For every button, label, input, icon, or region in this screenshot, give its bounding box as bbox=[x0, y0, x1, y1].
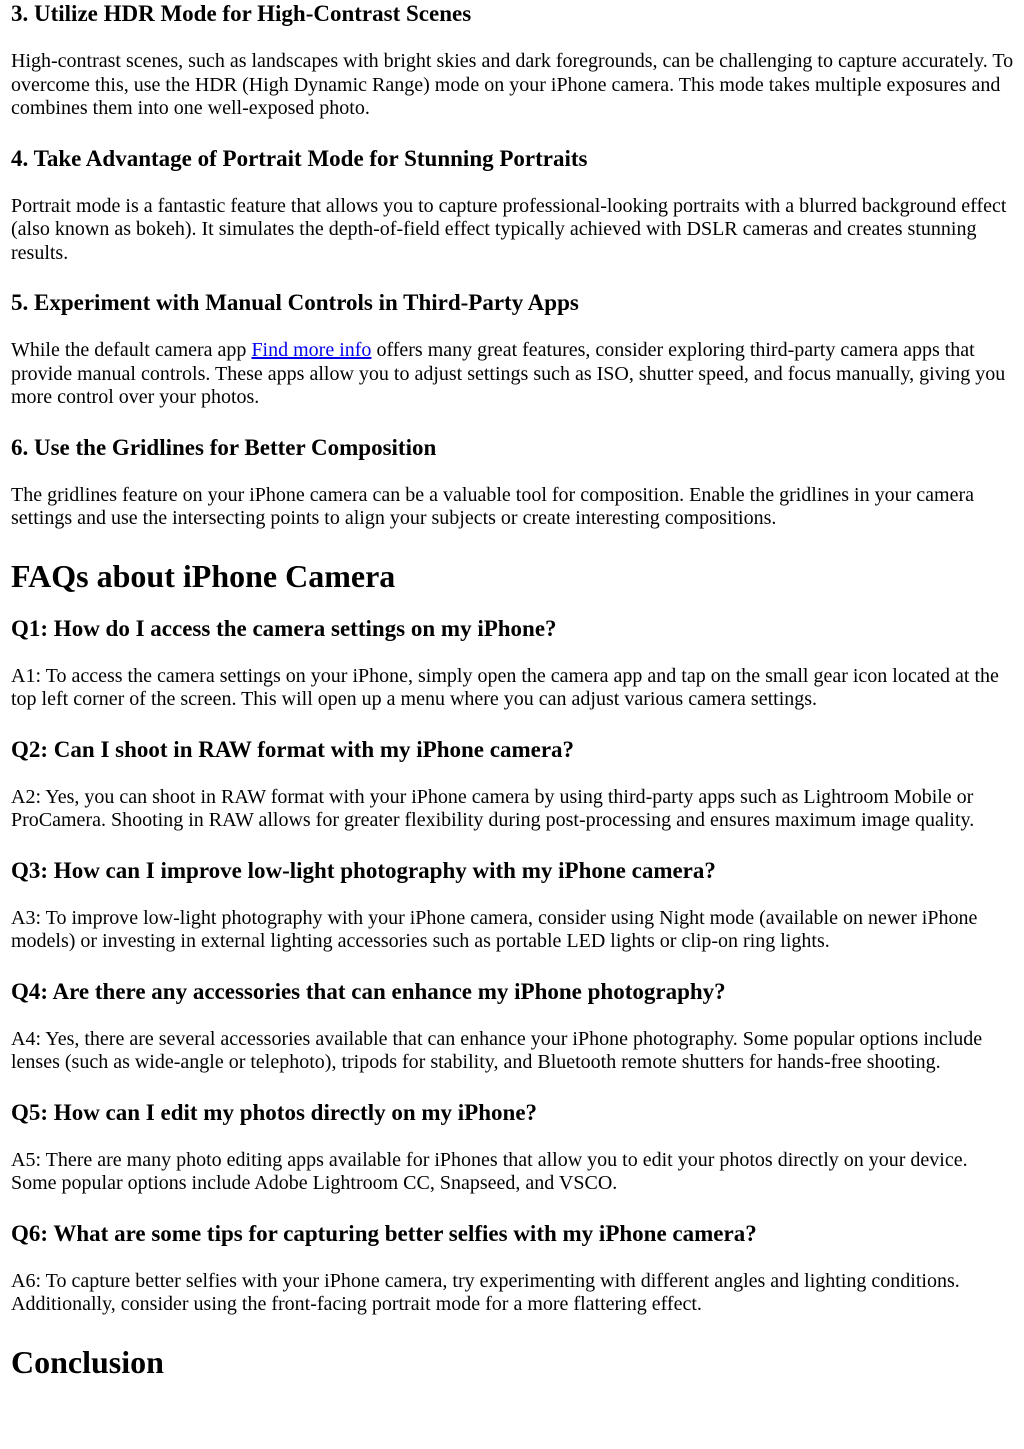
section-heading-manual-controls: 5. Experiment with Manual Controls in Third-Party Apps bbox=[11, 290, 579, 315]
faq-question-1: Q1: How do I access the camera settings on my iPhone? bbox=[11, 615, 557, 641]
section-heading-gridlines: 6. Use the Gridlines for Better Composition bbox=[11, 434, 437, 460]
find-more-info-link[interactable]: Find more info bbox=[251, 339, 372, 361]
body-text-before-link: While the default camera app bbox=[11, 339, 252, 361]
section-body-manual-controls bbox=[11, 339, 1014, 410]
faq-answer-2: A2: Yes, you can shoot in RAW format with your iPhone camera by using third-party apps such as Lightroom Mobile or ProCamera. Shooting in RAW allows for greater flexibility during post-processing and ensures maximum image quality. bbox=[11, 785, 975, 831]
faq-answer-5: A5: There are many photo editing apps available for iPhones that allow you to edit your photos directly on your device. Some popular options include Adobe Lightroom CC, Snapseed, and VSCO. bbox=[11, 1148, 968, 1194]
faq-question-6: Q6: What are some tips for capturing better selfies with my iPhone camera? bbox=[11, 1220, 757, 1246]
section-heading-hdr: 3. Utilize HDR Mode for High-Contrast Scenes bbox=[11, 1, 472, 26]
conclusion-title: Conclusion bbox=[11, 1343, 164, 1380]
faq-question-4: Q4: Are there any accessories that can enhance my iPhone photography? bbox=[11, 978, 726, 1004]
section-body-gridlines: The gridlines feature on your iPhone camera can be a valuable tool for composition. Enable the gridlines in your camera settings and use the intersecting points to align your subjects or create interesting compositions. bbox=[11, 483, 974, 529]
section-body-hdr: High-contrast scenes, such as landscapes with bright skies and dark foregrounds, can be challenging to capture accurately. To overcome this, use the HDR (High Dynamic Range) mode on your iPhone camera. This mode takes multiple exposures and combines them into one well-exposed photo. bbox=[11, 50, 1014, 119]
faq-answer-3: A3: To improve low-light photography with your iPhone camera, consider using Night mode (available on newer iPhone models) or investing in external lighting accessories such as portable LED lights or clip-on ring lights. bbox=[11, 906, 978, 952]
faq-answer-1: A1: To access the camera settings on your iPhone, simply open the camera app and tap on the small gear icon located at the top left corner of the screen. This will open up a menu where you can adjust various camera settings. bbox=[11, 664, 999, 710]
faq-question-5: Q5: How can I edit my photos directly on my iPhone? bbox=[11, 1099, 538, 1125]
body-text-after-link: offers many great features, consider exploring third-party camera apps that provide manual controls. These apps allow you to adjust settings such as ISO, shutter speed, and focus manually, giving you more control over your photos. bbox=[11, 339, 1006, 408]
faq-question-3: Q3: How can I improve low-light photography with my iPhone camera? bbox=[11, 857, 716, 883]
section-heading-portrait: 4. Take Advantage of Portrait Mode for Stunning Portraits bbox=[11, 145, 588, 171]
faq-answer-6: A6: To capture better selfies with your iPhone camera, try experimenting with different angles and lighting conditions. Additionally, consider using the front-facing portrait mode for a more flattering effect. bbox=[11, 1269, 960, 1315]
faq-title: FAQs about iPhone Camera bbox=[11, 557, 396, 594]
section-body-portrait: Portrait mode is a fantastic feature that allows you to capture professional-looking portraits with a blurred background effect (also known as bokeh). It simulates the depth-of-field effect typically achieved with DSLR cameras and creates stunning results. bbox=[11, 194, 1007, 264]
faq-question-2: Q2: Can I shoot in RAW format with my iPhone camera? bbox=[11, 736, 575, 762]
faq-answer-4: A4: Yes, there are several accessories available that can enhance your iPhone photography. Some popular options include lenses (such as wide-angle or telephoto), tripods for stability, and Bluetooth remote shutters for hands-free shooting. bbox=[11, 1027, 983, 1073]
